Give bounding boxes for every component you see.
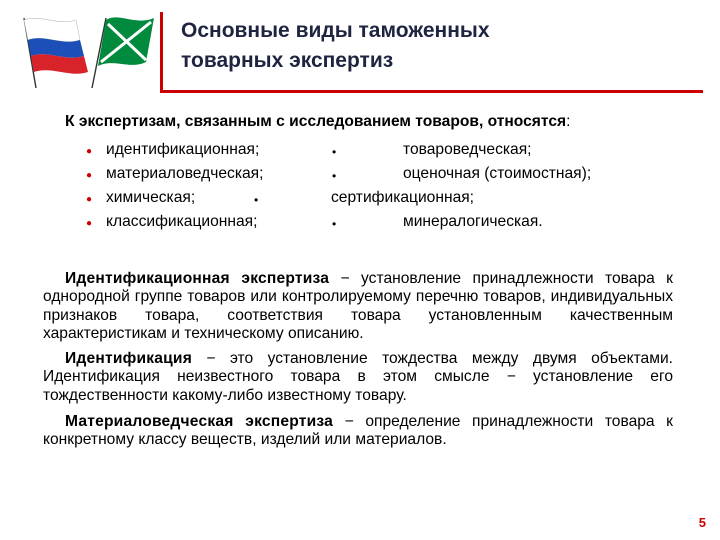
term: Идентификационная экспертиза <box>65 270 330 287</box>
bullet-item-left: химическая; <box>106 189 196 206</box>
customs-flag-icon <box>92 17 154 88</box>
black-bullet-icon: • <box>332 145 337 159</box>
definition-text: − это установление тождества между двумя объектами. Идентификация неизвестного товара в этом смысле − установление его тождественности какому-либо известному товару. <box>43 350 673 404</box>
bullet-row <box>0 141 720 165</box>
black-bullet-icon: • <box>332 169 337 183</box>
bullet-item-right: минералогическая. <box>403 213 543 230</box>
black-bullet-icon: • <box>254 193 259 207</box>
bullet-row <box>0 165 720 189</box>
title-block <box>160 12 703 93</box>
bullet-row <box>0 189 720 213</box>
bullet-item-left: материаловедческая; <box>106 165 264 182</box>
red-bullet-icon: ● <box>86 146 93 157</box>
bullet-item-right: сертификационная; <box>331 189 475 206</box>
definition-paragraph <box>43 350 673 405</box>
red-bullet-icon: ● <box>86 218 93 229</box>
bullet-item-left: идентификационная; <box>106 141 260 158</box>
lead-sentence <box>65 113 570 131</box>
bullet-item-right: товароведческая; <box>403 141 532 158</box>
bullet-item-left: классификационная; <box>106 213 258 230</box>
lead-text: К экспертизам, связанным с исследованием товаров, относятся <box>65 113 567 130</box>
definition-paragraph <box>43 413 673 450</box>
term: Материаловедческая экспертиза <box>65 413 334 430</box>
term: Идентификация <box>65 350 192 367</box>
red-bullet-icon: ● <box>86 170 93 181</box>
flags <box>10 10 160 90</box>
red-bullet-icon: ● <box>86 194 93 205</box>
definition-paragraph <box>43 270 673 344</box>
page-number: 5 <box>698 515 706 530</box>
page-title-line-1: Основные виды таможенных <box>181 19 490 42</box>
lead-colon: : <box>566 113 571 130</box>
russian-flag-icon <box>24 18 88 88</box>
page-title-line-2: товарных экспертиз <box>181 49 394 72</box>
black-bullet-icon: • <box>332 217 337 231</box>
bullet-row <box>0 213 720 237</box>
bullet-item-right: оценочная (стоимостная); <box>403 165 592 182</box>
definition-text: − определение принадлежности товара к конкретному классу веществ, изделий или материалов. <box>43 413 673 449</box>
definition-text: − установление принадлежности товара к однородной группе товаров или контролируемому перечню товаров, индивидуальных признаков товара, соответствия товара установленным качественным характеристикам и техническому описанию. <box>43 270 674 343</box>
